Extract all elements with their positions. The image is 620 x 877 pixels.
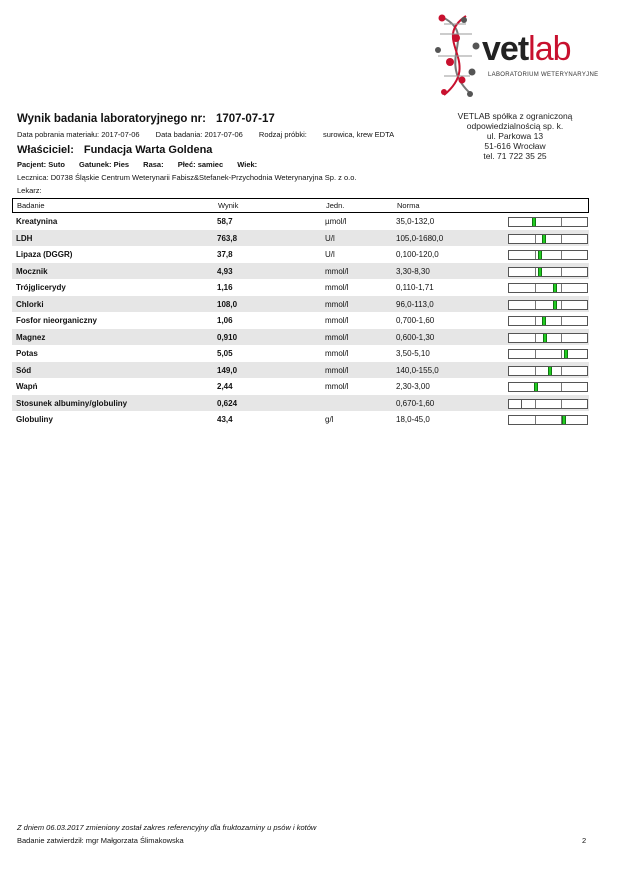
test-unit: mmol/l xyxy=(325,349,349,358)
range-bar xyxy=(508,234,588,244)
test-norm: 3,50-5,10 xyxy=(396,349,430,358)
test-name: Stosunek albuminy/globuliny xyxy=(16,398,128,408)
range-marker xyxy=(553,301,557,309)
test-name: Potas xyxy=(16,349,38,358)
sample-label: Rodzaj próbki: xyxy=(258,130,307,139)
range-bar-tick xyxy=(561,334,562,342)
test-unit: g/l xyxy=(325,415,334,424)
test-unit: mmol/l xyxy=(325,332,349,342)
test-norm: 0,700-1,60 xyxy=(396,316,435,325)
test-unit: mmol/l xyxy=(325,299,349,309)
range-bar-tick xyxy=(561,317,562,325)
test-name: Kreatynina xyxy=(16,217,58,226)
table-row xyxy=(12,213,589,230)
header-norm: Norma xyxy=(397,201,420,210)
range-bar-tick xyxy=(535,235,536,243)
test-name: Chlorki xyxy=(16,299,44,309)
test-norm: 0,110-1,71 xyxy=(396,283,434,292)
test-result: 1,16 xyxy=(217,283,233,292)
range-bar xyxy=(508,267,588,277)
header-result: Wynik xyxy=(218,201,239,210)
range-bar-tick xyxy=(535,416,536,424)
range-bar-tick xyxy=(535,301,536,309)
patient-breed: Rasa: xyxy=(143,160,164,169)
range-marker xyxy=(521,400,522,408)
table-row xyxy=(12,395,589,412)
test-unit: U/l xyxy=(325,233,335,243)
range-bar xyxy=(508,366,588,376)
collection-date: Data pobrania materiału: 2017-07-06 xyxy=(17,130,140,139)
range-bar xyxy=(508,382,588,392)
range-bar-tick xyxy=(561,383,562,391)
patient-sex: Płeć: samiec xyxy=(177,160,224,169)
table-row xyxy=(12,378,589,395)
test-result: 108,0 xyxy=(217,299,238,309)
range-marker xyxy=(542,235,546,243)
table-row xyxy=(12,411,589,428)
table-body xyxy=(12,213,589,428)
test-name: Lipaza (DGGR) xyxy=(16,250,73,259)
test-result: 4,93 xyxy=(217,266,233,276)
test-norm: 0,670-1,60 xyxy=(396,398,435,408)
table-row xyxy=(12,279,589,296)
test-result: 0,910 xyxy=(217,332,238,342)
header-unit: Jedn. xyxy=(326,201,345,210)
table-row xyxy=(12,312,589,329)
table-row xyxy=(12,263,589,280)
table-row xyxy=(12,246,589,263)
patient-info xyxy=(17,160,269,169)
range-bar xyxy=(508,300,588,310)
patient-age: Wiek: xyxy=(237,160,258,169)
logo-subtitle: LABORATORIUM WETERYNARYJNE xyxy=(488,72,599,78)
test-norm: 105,0-1680,0 xyxy=(396,233,444,243)
test-result: 37,8 xyxy=(217,250,233,259)
range-bar-tick xyxy=(561,268,562,276)
range-bar-tick xyxy=(535,251,536,259)
range-bar-tick xyxy=(535,350,536,358)
test-name: Globuliny xyxy=(16,415,53,424)
approved-by: Badanie zatwierdził: mgr Małgorzata Ślimakowska xyxy=(17,836,184,845)
test-unit: µmol/l xyxy=(325,217,347,226)
table-row xyxy=(12,345,589,362)
range-marker xyxy=(564,350,568,358)
range-marker xyxy=(538,251,542,259)
company-line: 51-616 Wrocław xyxy=(484,141,546,151)
company-line: tel. 71 722 35 25 xyxy=(483,151,547,161)
test-name: Trójglicerydy xyxy=(16,283,66,292)
test-result: 763,8 xyxy=(217,233,238,243)
test-result: 2,44 xyxy=(217,382,233,391)
test-result: 1,06 xyxy=(217,316,233,325)
test-norm: 0,100-120,0 xyxy=(396,250,439,259)
vetlab-logo xyxy=(432,10,602,100)
range-bar-tick xyxy=(535,284,536,292)
test-name: Mocznik xyxy=(16,266,48,276)
company-line: VETLAB spółka z ograniczoną xyxy=(457,111,573,121)
test-result: 58,7 xyxy=(217,217,233,226)
test-norm: 18,0-45,0 xyxy=(396,415,430,424)
test-result: 5,05 xyxy=(217,349,233,358)
test-norm: 35,0-132,0 xyxy=(396,217,435,226)
test-result: 43,4 xyxy=(217,415,233,424)
test-norm: 0,600-1,30 xyxy=(396,332,435,342)
range-marker xyxy=(543,334,547,342)
test-result: 0,624 xyxy=(217,398,238,408)
range-bar xyxy=(508,250,588,260)
test-unit: mmol/l xyxy=(325,365,349,375)
table-header xyxy=(12,198,589,213)
range-bar xyxy=(508,316,588,326)
vet-info: Lekarz: xyxy=(17,186,42,195)
range-bar-tick xyxy=(535,268,536,276)
owner xyxy=(17,144,212,156)
range-bar-tick xyxy=(561,284,562,292)
range-bar xyxy=(508,217,588,227)
range-bar-tick xyxy=(561,301,562,309)
header-test: Badanie xyxy=(17,201,45,210)
range-bar xyxy=(508,349,588,359)
page-number: 2 xyxy=(582,836,587,845)
range-marker xyxy=(538,268,542,276)
range-bar xyxy=(508,283,588,293)
range-bar xyxy=(508,415,588,425)
range-marker xyxy=(532,218,536,226)
test-name: Fosfor nieorganiczny xyxy=(16,316,97,325)
logo-word-vet: vet xyxy=(482,30,529,68)
company-line: ul. Parkowa 13 xyxy=(486,131,544,141)
range-bar-tick xyxy=(561,251,562,259)
company-address xyxy=(440,111,590,161)
test-name: LDH xyxy=(16,233,33,243)
range-bar-tick xyxy=(535,367,536,375)
test-unit: mmol/l xyxy=(325,316,349,325)
clinic-info: Lecznica: D0738 Śląskie Centrum Weterynarii Fabisz&Stefanek-Przychodnia Weterynaryjna Sp. z o.o. xyxy=(17,173,357,182)
logo-wordmark xyxy=(482,32,571,66)
range-bar-tick xyxy=(561,350,562,358)
test-norm: 140,0-155,0 xyxy=(396,365,439,375)
table-row xyxy=(12,230,589,247)
range-bar xyxy=(508,399,588,409)
test-unit: mmol/l xyxy=(325,266,349,276)
range-marker xyxy=(548,367,552,375)
test-norm: 3,30-8,30 xyxy=(396,266,430,276)
test-date: Data badania: 2017-07-06 xyxy=(155,130,243,139)
report-meta xyxy=(17,130,408,139)
test-name: Sód xyxy=(16,365,32,375)
range-bar-tick xyxy=(535,400,536,408)
table-row xyxy=(12,329,589,346)
test-name: Wapń xyxy=(16,382,38,391)
table-row xyxy=(12,296,589,313)
test-norm: 96,0-113,0 xyxy=(396,299,434,309)
range-bar-tick xyxy=(561,367,562,375)
test-norm: 2,30-3,00 xyxy=(396,382,430,391)
report-title-label: Wynik badania laboratoryjnego nr: xyxy=(17,113,206,125)
test-unit: mmol/l xyxy=(325,283,349,292)
range-marker xyxy=(542,317,546,325)
test-name: Magnez xyxy=(16,332,46,342)
patient-species: Gatunek: Pies xyxy=(79,160,130,169)
test-unit: U/l xyxy=(325,250,335,259)
range-bar-tick xyxy=(535,334,536,342)
company-line: odpowiedzialnością sp. k. xyxy=(466,121,564,131)
range-bar-tick xyxy=(535,317,536,325)
range-bar xyxy=(508,333,588,343)
range-marker xyxy=(562,416,566,424)
owner-value: Fundacja Warta Goldena xyxy=(83,144,213,156)
owner-label: Właściciel: xyxy=(17,144,74,156)
range-bar-tick xyxy=(561,400,562,408)
range-bar-tick xyxy=(561,235,562,243)
report-title xyxy=(17,113,275,125)
range-marker xyxy=(534,383,538,391)
test-result: 149,0 xyxy=(217,365,238,375)
report-number: 1707-07-17 xyxy=(215,113,275,125)
test-unit: mmol/l xyxy=(325,382,349,391)
logo-word-lab: lab xyxy=(528,30,571,68)
results-table xyxy=(12,198,589,428)
range-marker xyxy=(553,284,557,292)
range-bar-tick xyxy=(561,218,562,226)
patient-name: Pacjent: Suto xyxy=(17,160,65,169)
sample-value: surowica, krew EDTA xyxy=(322,130,395,139)
table-row xyxy=(12,362,589,379)
footer-note: Z dniem 06.03.2017 zmieniony został zakres referencyjny dla fruktozaminy u psów i kotów xyxy=(17,823,317,832)
